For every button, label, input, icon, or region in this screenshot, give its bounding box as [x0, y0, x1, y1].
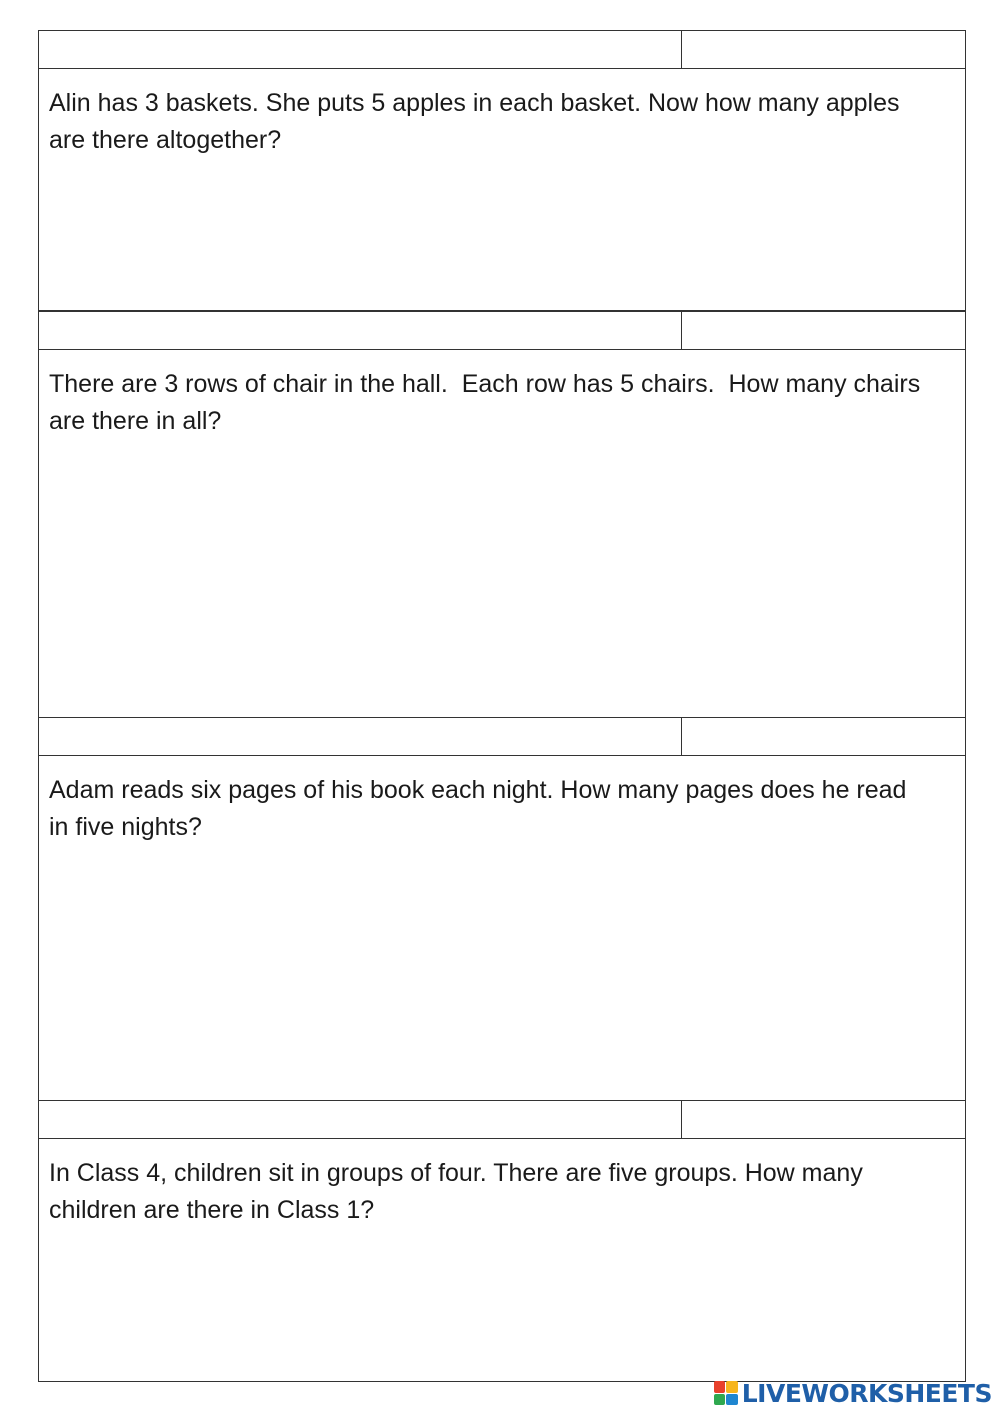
answer-field-4-cell — [682, 1101, 965, 1138]
working-field-2[interactable] — [39, 312, 681, 349]
question-box-2 — [38, 350, 966, 718]
question-text-2: There are 3 rows of chair in the hall. Each row has 5 chairs. How many chairs are there in all? — [49, 370, 928, 435]
question-text-4: In Class 4, children sit in groups of four. There are five groups. How many children are there in Class 1? — [49, 1159, 870, 1224]
liveworksheets-watermark — [714, 1378, 992, 1408]
answer-field-1-cell — [682, 31, 965, 68]
answer-field-2-cell — [682, 312, 965, 349]
answer-field-2[interactable] — [682, 312, 965, 349]
question-text-1: Alin has 3 baskets. She puts 5 apples in each basket. Now how many apples are there altogether? — [49, 89, 907, 154]
working-field-3[interactable] — [39, 718, 681, 755]
logo-square-blue — [726, 1394, 738, 1406]
answer-field-3[interactable] — [682, 718, 965, 755]
question-text-3: Adam reads six pages of his book each night. How many pages does he read in five nights? — [49, 776, 914, 841]
working-field-1[interactable] — [39, 31, 681, 68]
answer-row-4 — [38, 1100, 966, 1139]
working-field-1-cell — [39, 31, 682, 68]
answer-field-1[interactable] — [682, 31, 965, 68]
liveworksheets-logo-icon — [714, 1381, 738, 1405]
working-field-3-cell — [39, 718, 682, 755]
answer-row-2 — [38, 311, 966, 350]
question-box-3 — [38, 756, 966, 1101]
working-field-4-cell — [39, 1101, 682, 1138]
answer-row-3 — [38, 717, 966, 756]
working-field-4[interactable] — [39, 1101, 681, 1138]
answer-field-4[interactable] — [682, 1101, 965, 1138]
answer-row-1 — [38, 30, 966, 69]
logo-square-yellow — [726, 1381, 738, 1393]
answer-field-3-cell — [682, 718, 965, 755]
question-box-4 — [38, 1139, 966, 1382]
question-box-1 — [38, 69, 966, 311]
working-field-2-cell — [39, 312, 682, 349]
logo-square-red — [714, 1381, 726, 1393]
logo-square-green — [714, 1394, 726, 1406]
brand-name: LIVEWORKSHEETS — [741, 1378, 992, 1408]
